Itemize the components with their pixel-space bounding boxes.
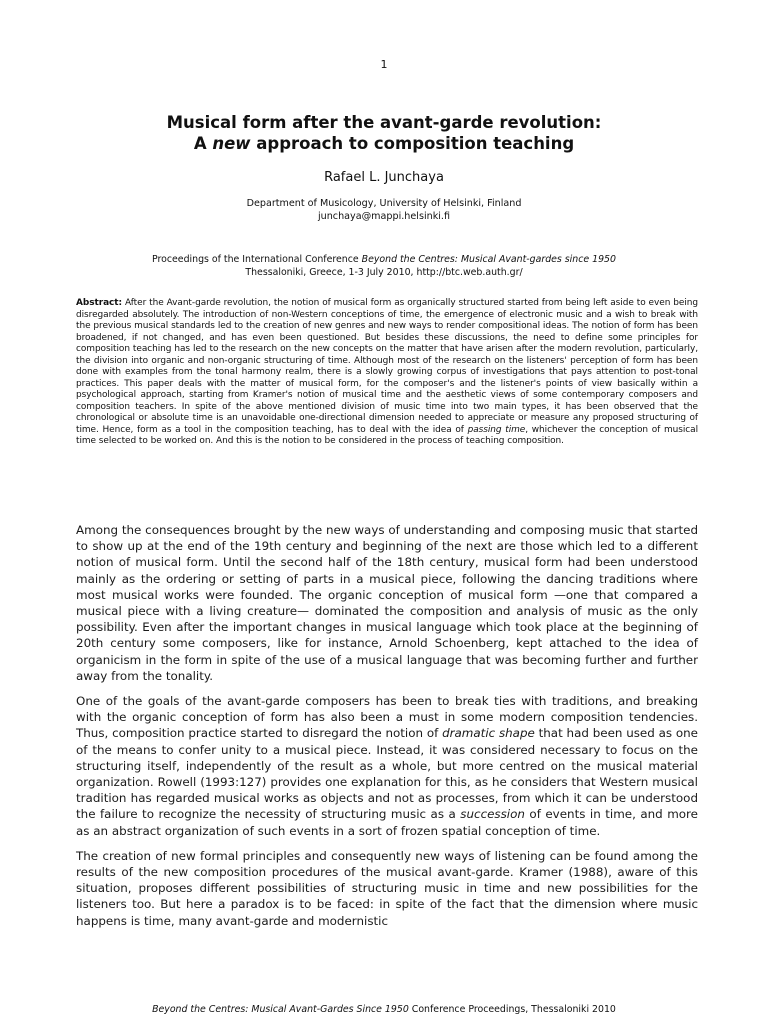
title-emphasis: new xyxy=(212,134,251,153)
footer-conference-name: Beyond the Centres: Musical Avant-Gardes Since 1950 xyxy=(152,1004,409,1015)
abstract-text-1: After the Avant-garde revolution, the notion of musical form as organically structured started from being left aside to even being disregarded absolutely. The introduction of non-Western conceptions of time, the emergence of electronic music and a wish to break with the previous musical standards led to the creation of new genres and new ways to render compositional ideas. The notion of form has been broadened, if not changed, and has even been questioned. But besides these discussions, the need to define some principles for composition teaching has led to the research on the new concepts on the matter that have arisen after the modern revolution, particularly, the division into organic and non-organic structuring of time. Although most of the research on the listeners' perception of form has been done with examples from the tonal harmony realm, there is a slowly growing corpus of investigations that pays attention to post-tonal practices. This paper deals with the matter of musical form, for the composer's and the listener's points of view basically within a psychological approach, starting from Kramer's notion of musical time and the aesthetic views of some contemporary composers and composition teachers. In spite of the above mentioned division of music time into two main types, it has been observed that the chronological or absolute time is an unavoidable one-directional dimension needed to appreciate or measure any proposed structuring of time. Hence, form as a tool in the composition teaching, has to deal with the idea of xyxy=(76,298,698,435)
conference-name: Beyond the Centres: Musical Avant-gardes since 1950 xyxy=(361,254,616,265)
paper-title xyxy=(0,112,768,154)
proceedings-line-1 xyxy=(0,254,768,267)
body-text xyxy=(76,522,698,938)
body-p2-text-c: of events in time, and more as an abstract organization of such events in a sort of frozen spatial conception of time. xyxy=(76,807,699,838)
author-name: Rafael L. Junchaya xyxy=(324,170,444,185)
proceedings-note xyxy=(0,254,768,279)
abstract-emphasis: passing time xyxy=(467,424,526,435)
proceedings-prefix: Proceedings of the International Conference xyxy=(152,254,362,265)
abstract-label: Abstract: xyxy=(76,298,123,308)
page-number: 1 xyxy=(380,58,388,71)
body-paragraph-1: Among the consequences brought by the new ways of understanding and composing music that started to show up at the end of the 19th century and beginning of the next are those which led to a different notion of musical form. Until the second half of the 18th century, musical form had been understood mainly as the ordering or setting of parts in a musical piece, following the dancing traditions where most musical works were founded. The organic conception of musical form —one that compared a musical piece with a living creature— dominated the composition and analysis of music as the only possibility. Even after the important changes in musical language which took place at the beginning of 20th century some composers, like for instance, Arnold Schoenberg, kept attached to the idea of organicism in the form in spite of the use of a musical language that was becoming further and further away from the tonality. xyxy=(76,523,698,683)
title-line-1: Musical form after the avant-garde revolution: xyxy=(166,113,602,132)
footer-text: Conference Proceedings, Thessaloniki 2010 xyxy=(408,1004,616,1015)
page-footer xyxy=(0,1004,768,1015)
title-line-2 xyxy=(0,133,768,154)
body-paragraph-2 xyxy=(76,693,698,839)
affiliation-department: Department of Musicology, University of Helsinki, Finland xyxy=(246,198,522,209)
body-p2-text-a: One of the goals of the avant-garde composers has been to break ties with traditions, and breaking with the organic conception of form has also been a must in some modern composition tendencies. Thus, composition practice started to disregard the notion of xyxy=(76,694,698,741)
author-email: junchaya@mappi.helsinki.fi xyxy=(317,210,451,222)
body-paragraph-3: The creation of new formal principles and consequently new ways of listening can be found among the results of the new composition procedures of the musical avant-garde. Kramer (1988), aware of this situation, proposes different possibilities of structuring music in time and new possibilities for the listeners too. But here a paradox is to be faced: in spite of the fact that the dimension where music happens is time, many avant-garde and modernistic xyxy=(76,848,698,928)
body-p2-emphasis-2: succession xyxy=(460,807,525,822)
affiliation xyxy=(0,198,768,223)
title-line-2-post: approach to composition teaching xyxy=(250,134,575,153)
title-line-2-pre: A xyxy=(193,134,213,153)
abstract-text-2: , whichever the conception of musical time selected to be worked on. And this is the notion to be considered in the process of teaching composition. xyxy=(76,424,699,447)
abstract xyxy=(76,298,698,448)
body-p2-text-b: that had been used as one of the means to confer unity to a musical piece. Instead, it was considered necessary to focus on the structuring itself, independently of the result as a whole, but more centred on the musical material organization. Rowell (1993:127) provides one explanation for this, as he considers that Western musical tradition has regarded musical works as objects and not as processes, from which it can be understood the failure to recognize the necessity of structuring music as a xyxy=(76,726,698,822)
proceedings-line-2: Thessaloniki, Greece, 1-3 July 2010, http://btc.web.auth.gr/ xyxy=(245,266,523,278)
body-p2-emphasis-1: dramatic shape xyxy=(442,726,535,741)
